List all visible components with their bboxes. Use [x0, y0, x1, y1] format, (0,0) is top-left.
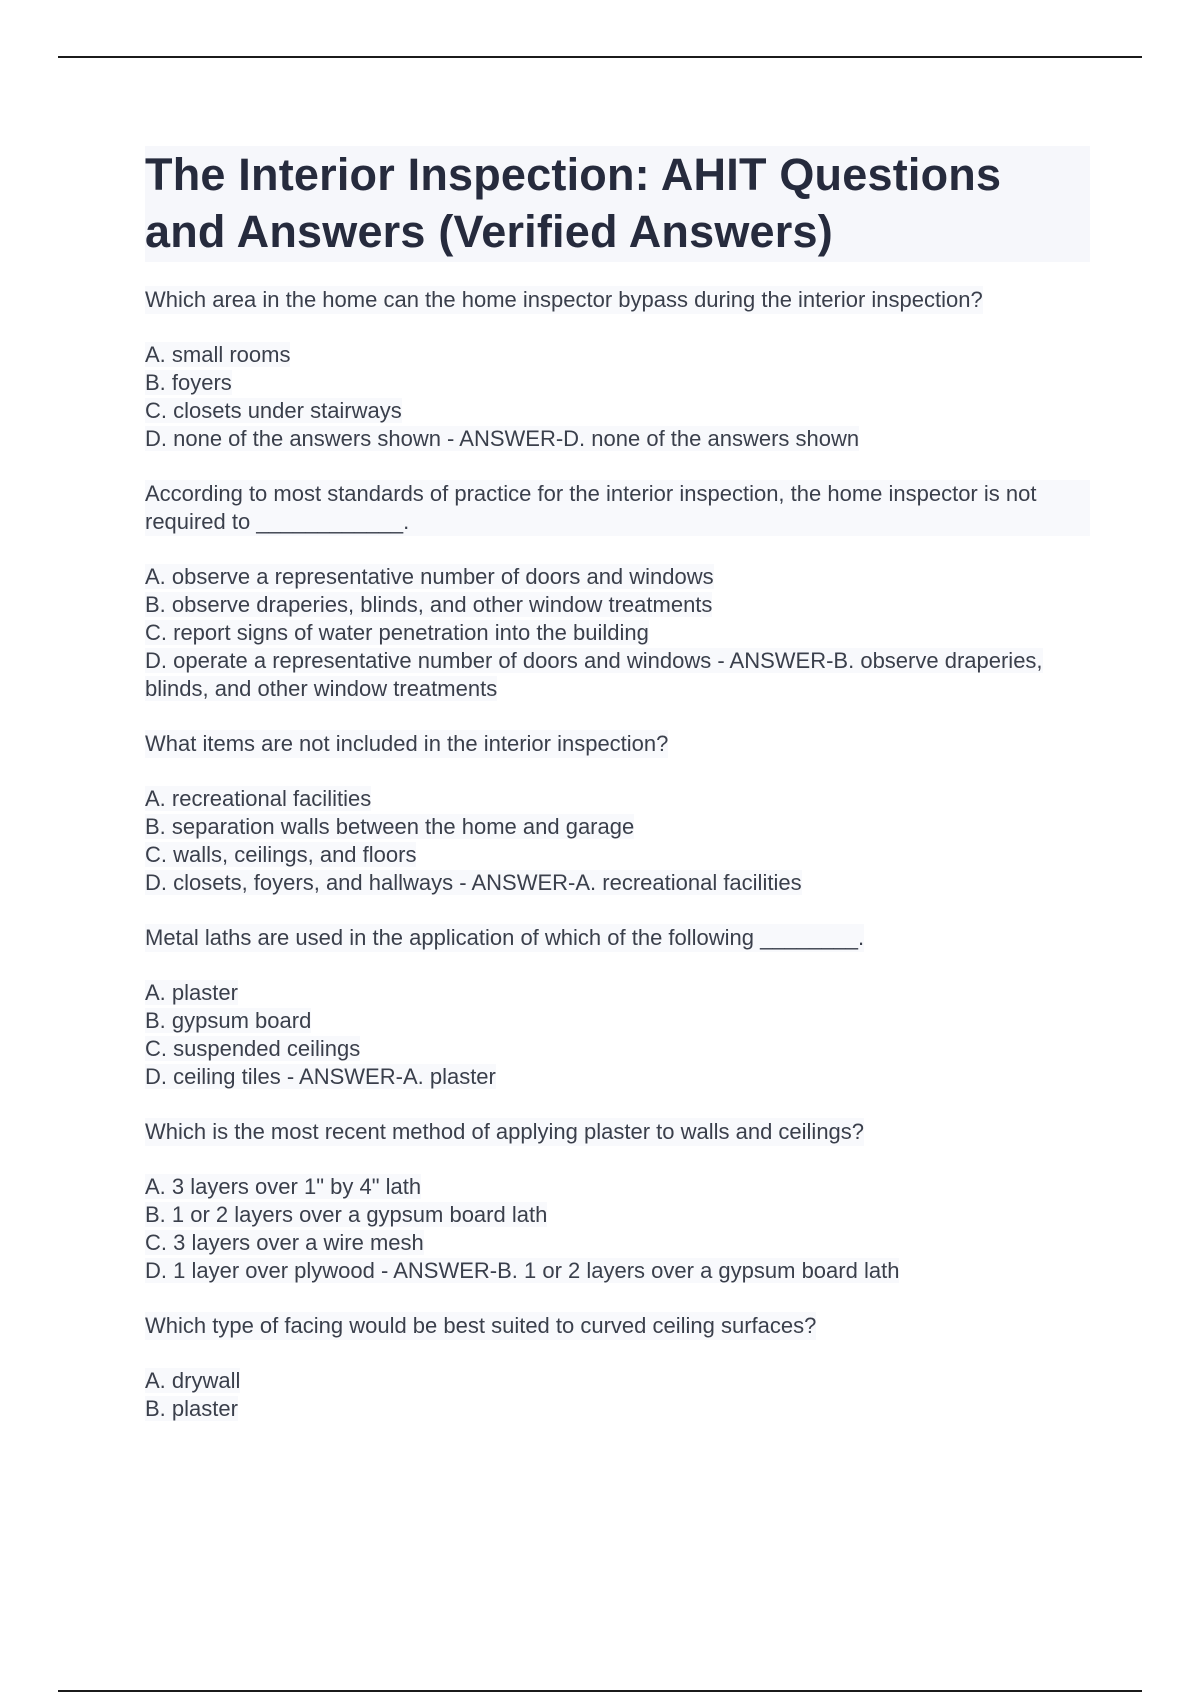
- qa-item-3: [145, 730, 1090, 897]
- option-c: C. suspended ceilings: [145, 1036, 361, 1061]
- title-block: [145, 146, 1090, 262]
- answer-options: [145, 1367, 1090, 1423]
- qa-item-4: [145, 924, 1090, 1091]
- option-d: D. closets, foyers, and hallways - ANSWER-A. recreational facilities: [145, 870, 802, 895]
- option-c: C. 3 layers over a wire mesh: [145, 1230, 424, 1255]
- option-a: A. small rooms: [145, 342, 291, 367]
- answer-options: [145, 563, 1090, 703]
- option-c: C. closets under stairways: [145, 398, 402, 423]
- answer-options: [145, 979, 1090, 1091]
- question-text: Which is the most recent method of applying plaster to walls and ceilings?: [145, 1119, 865, 1144]
- answer-options: [145, 785, 1090, 897]
- option-a: A. drywall: [145, 1368, 241, 1393]
- page-title: The Interior Inspection: AHIT Questions and Answers (Verified Answers): [145, 149, 1002, 257]
- answer-options: [145, 1173, 1090, 1285]
- option-b: B. plaster: [145, 1396, 238, 1421]
- question-text: Which type of facing would be best suited to curved ceiling surfaces?: [145, 1313, 817, 1338]
- option-a: A. 3 layers over 1" by 4" lath: [145, 1174, 422, 1199]
- option-b: B. separation walls between the home and garage: [145, 814, 635, 839]
- option-b: B. 1 or 2 layers over a gypsum board lath: [145, 1202, 548, 1227]
- question-text: Metal laths are used in the application of which of the following ________.: [145, 925, 865, 950]
- answer-options: [145, 341, 1090, 453]
- qa-item-5: [145, 1118, 1090, 1285]
- question-text: Which area in the home can the home inspector bypass during the interior inspection?: [145, 287, 983, 312]
- option-d: D. ceiling tiles - ANSWER-A. plaster: [145, 1064, 496, 1089]
- option-b: B. observe draperies, blinds, and other window treatments: [145, 592, 713, 617]
- document-body: [145, 146, 1090, 1450]
- qa-item-2: [145, 480, 1090, 703]
- option-d: D. 1 layer over plywood - ANSWER-B. 1 or 2 layers over a gypsum board lath: [145, 1258, 900, 1283]
- option-b: B. gypsum board: [145, 1008, 312, 1033]
- question-text: What items are not included in the interior inspection?: [145, 731, 669, 756]
- option-a: A. plaster: [145, 980, 238, 1005]
- top-rule: [58, 56, 1142, 58]
- qa-item-1: [145, 286, 1090, 453]
- qa-item-6: [145, 1312, 1090, 1423]
- option-b: B. foyers: [145, 370, 232, 395]
- option-a: A. recreational facilities: [145, 786, 372, 811]
- option-c: C. report signs of water penetration into the building: [145, 620, 649, 645]
- bottom-rule: [58, 1690, 1142, 1692]
- option-c: C. walls, ceilings, and floors: [145, 842, 417, 867]
- option-a: A. observe a representative number of doors and windows: [145, 564, 714, 589]
- question-text: According to most standards of practice for the interior inspection, the home inspector is not required to ____________.: [145, 480, 1090, 536]
- option-d: D. operate a representative number of doors and windows - ANSWER-B. observe draperies, blinds, and other window treatments: [145, 648, 1043, 701]
- option-d: D. none of the answers shown - ANSWER-D. none of the answers shown: [145, 426, 860, 451]
